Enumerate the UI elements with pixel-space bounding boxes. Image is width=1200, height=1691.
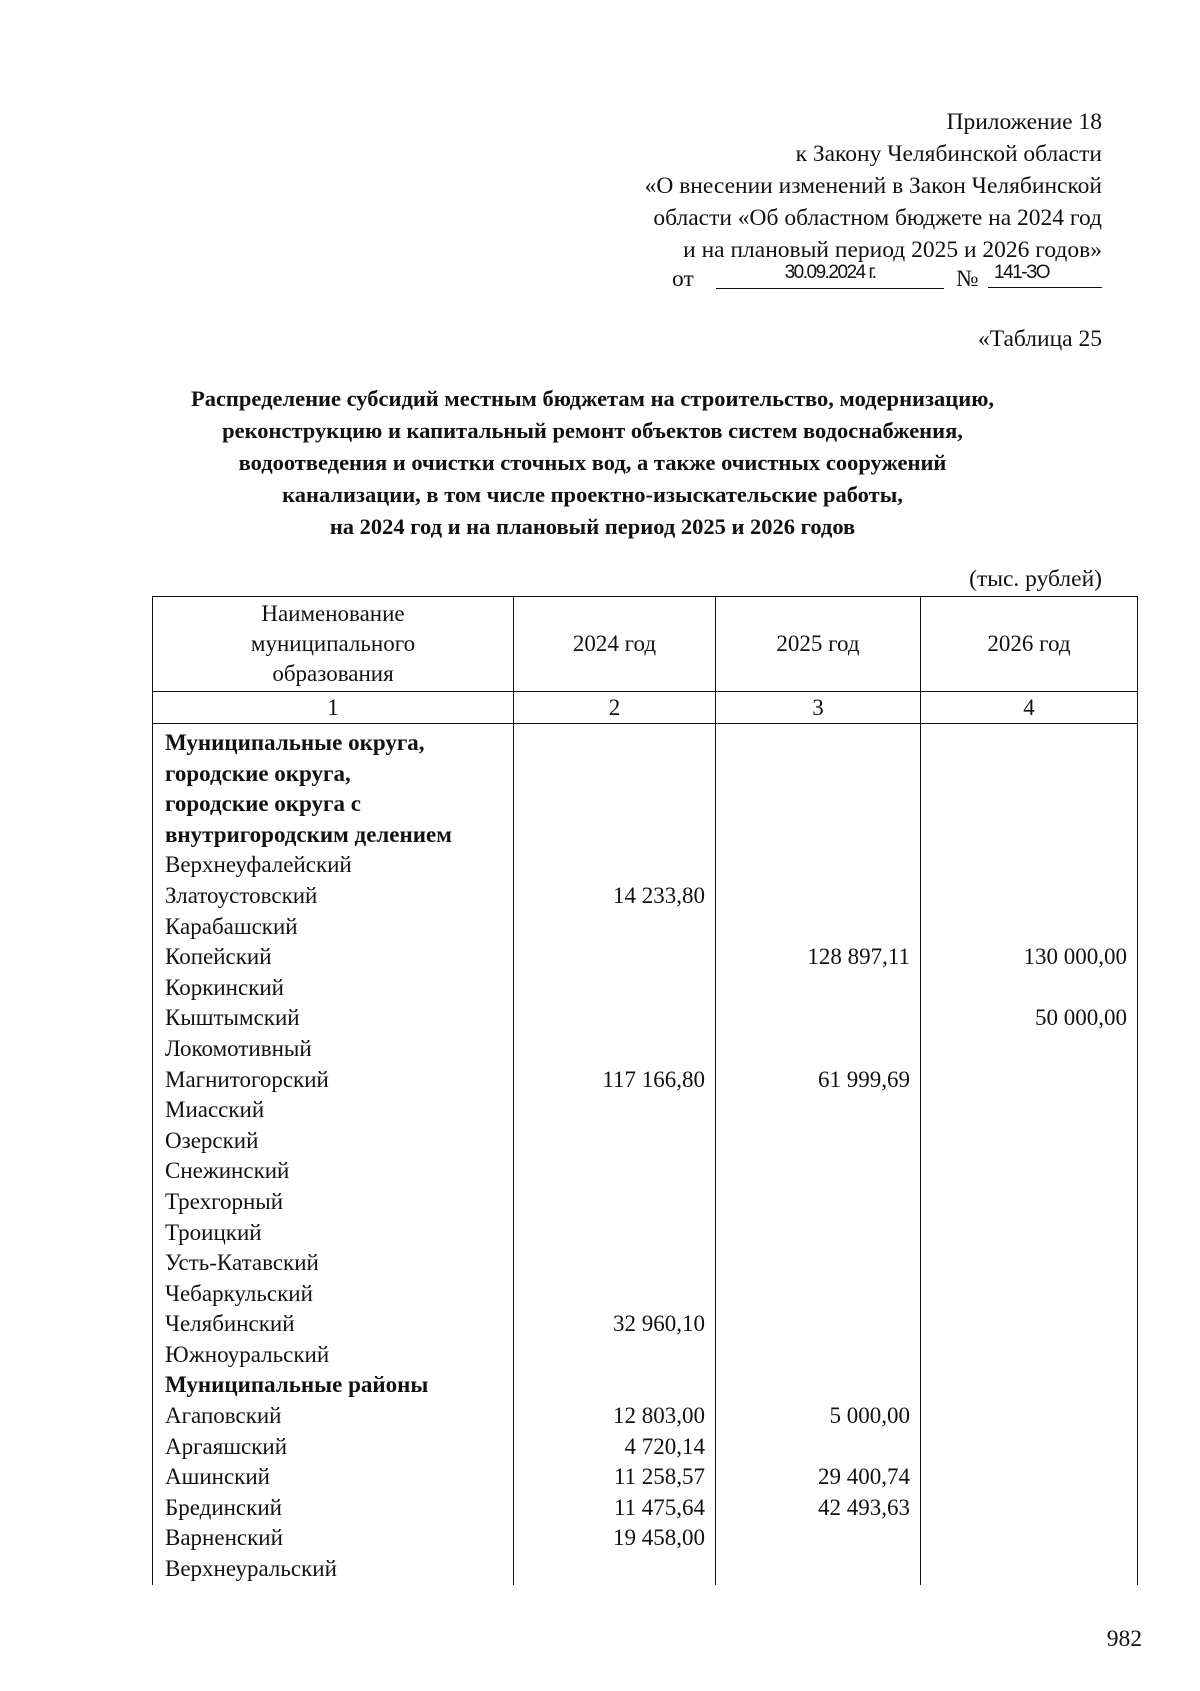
table-row [153,1493,1138,1524]
value-2026 [921,1248,1138,1279]
table-group-row [153,724,1138,759]
law-date-number [672,260,1102,290]
value-2026 [921,1370,1138,1401]
law-number: 141-ЗО [988,260,1102,288]
municipality-name: Варненский [153,1523,514,1554]
municipality-name: Копейский [153,942,514,973]
title-line: Распределение субсидий местным бюджетам на строительство, модернизацию, [190,386,995,411]
value-2024: 12 803,00 [514,1401,716,1432]
value-2026 [921,1095,1138,1126]
value-2026 [921,759,1138,790]
value-2026 [921,1523,1138,1554]
header-name-line: Наименование [261,601,405,626]
municipality-name: Магнитогорский [153,1065,514,1096]
law-date: 30.09.2024 г. [716,260,944,289]
table-row [153,1065,1138,1096]
unit-label: (тыс. рублей) [969,566,1102,592]
header-2025: 2025 год [716,597,921,692]
value-2024 [514,973,716,1004]
value-2025 [716,789,921,820]
value-2024 [514,1095,716,1126]
value-2026 [921,1187,1138,1218]
header-line: Приложение 18 [946,109,1102,135]
table-row [153,1309,1138,1340]
value-2024 [514,942,716,973]
value-2024: 117 166,80 [514,1065,716,1096]
table-group-row [153,789,1138,820]
table-row [153,1401,1138,1432]
municipality-name: Троицкий [153,1218,514,1249]
municipality-name: городские округа, [153,759,514,790]
table-row [153,1218,1138,1249]
value-2024 [514,1554,716,1585]
value-2024 [514,850,716,881]
value-2026 [921,820,1138,851]
municipality-name: Кыштымский [153,1003,514,1034]
value-2025 [716,724,921,759]
value-2025 [716,1156,921,1187]
value-2024 [514,912,716,943]
table-row [153,1462,1138,1493]
value-2025: 128 897,11 [716,942,921,973]
value-2024 [514,1370,716,1401]
table-row [153,850,1138,881]
table-label: «Таблица 25 [977,326,1102,352]
table-row [153,1554,1138,1585]
table-row [153,1432,1138,1463]
value-2024 [514,1003,716,1034]
table-row [153,1248,1138,1279]
value-2026 [921,1309,1138,1340]
value-2025 [716,1248,921,1279]
title-line: реконструкцию и капитальный ремонт объектов систем водоснабжения, [222,418,963,443]
municipality-name: Усть-Катавский [153,1248,514,1279]
municipality-name: Златоустовский [153,881,514,912]
value-2024 [514,1248,716,1279]
value-2026 [921,1065,1138,1096]
header-2024: 2024 год [514,597,716,692]
value-2026 [921,1432,1138,1463]
municipality-name: Карабашский [153,912,514,943]
value-2024: 32 960,10 [514,1309,716,1340]
value-2025 [716,881,921,912]
value-2026 [921,1218,1138,1249]
value-2026 [921,1126,1138,1157]
header-line: к Закону Челябинской области [795,141,1102,167]
table-row [153,1187,1138,1218]
table-row [153,1156,1138,1187]
value-2024 [514,1126,716,1157]
table-group-row [153,820,1138,851]
header-2026: 2026 год [921,597,1138,692]
value-2025 [716,1340,921,1371]
value-2025 [716,1432,921,1463]
value-2026 [921,1554,1138,1585]
municipality-name: Челябинский [153,1309,514,1340]
municipality-name: Коркинский [153,973,514,1004]
value-2025 [716,1126,921,1157]
appendix-header [542,106,1102,266]
column-number: 3 [716,692,921,724]
value-2024: 14 233,80 [514,881,716,912]
table-group-row [153,759,1138,790]
title-line: канализации, в том числе проектно-изыскательские работы, [282,482,903,507]
value-2024 [514,1156,716,1187]
value-2024: 19 458,00 [514,1523,716,1554]
header-name-line: образования [272,661,394,686]
header-line: области «Об областном бюджете на 2024 год [653,205,1102,231]
value-2026 [921,1401,1138,1432]
value-2024 [514,820,716,851]
value-2026 [921,1340,1138,1371]
value-2024: 4 720,14 [514,1432,716,1463]
date-prefix: от [672,266,694,292]
title-line: водоотведения и очистки сточных вод, а также очистных сооружений [238,450,947,475]
value-2026 [921,1462,1138,1493]
number-prefix: № [956,266,979,292]
value-2024 [514,1279,716,1310]
value-2025 [716,1034,921,1065]
municipality-name: Муниципальные округа, [153,724,514,759]
value-2025 [716,1523,921,1554]
value-2026 [921,1034,1138,1065]
value-2024 [514,1218,716,1249]
value-2025: 5 000,00 [716,1401,921,1432]
column-number: 1 [153,692,514,724]
table-row [153,1095,1138,1126]
municipality-name: Локомотивный [153,1034,514,1065]
value-2025 [716,1218,921,1249]
value-2026 [921,724,1138,759]
value-2025 [716,1279,921,1310]
value-2025 [716,1003,921,1034]
municipality-name: городские округа с [153,789,514,820]
value-2025 [716,1370,921,1401]
header-line: и на плановый период 2025 и 2026 годов» [683,237,1102,263]
table-row [153,881,1138,912]
value-2026 [921,1493,1138,1524]
table-row [153,1003,1138,1034]
subsidy-table [152,596,1138,1585]
value-2025 [716,912,921,943]
municipality-name: Озерский [153,1126,514,1157]
value-2025 [716,1187,921,1218]
value-2024 [514,1340,716,1371]
value-2024 [514,1187,716,1218]
municipality-name: Верхнеуфалейский [153,850,514,881]
value-2026 [921,1279,1138,1310]
value-2024 [514,759,716,790]
value-2024 [514,789,716,820]
municipality-name: Снежинский [153,1156,514,1187]
table-group-row [153,1370,1138,1401]
value-2026 [921,1156,1138,1187]
value-2026 [921,973,1138,1004]
municipality-name: Чебаркульский [153,1279,514,1310]
column-number: 2 [514,692,716,724]
title-line: на 2024 год и на плановый период 2025 и 2026 годов [329,514,856,539]
table-row [153,1340,1138,1371]
value-2024: 11 475,64 [514,1493,716,1524]
value-2025: 29 400,74 [716,1462,921,1493]
value-2025 [716,1554,921,1585]
table-row [153,973,1138,1004]
table-row [153,942,1138,973]
municipality-name: Брединский [153,1493,514,1524]
column-number-row [153,692,1138,724]
column-number: 4 [921,692,1138,724]
table-header-row [153,597,1138,692]
municipality-name: Агаповский [153,1401,514,1432]
value-2026: 130 000,00 [921,942,1138,973]
document-title [120,383,1065,543]
value-2026 [921,789,1138,820]
table-row [153,1279,1138,1310]
value-2026 [921,850,1138,881]
value-2025 [716,973,921,1004]
value-2025: 61 999,69 [716,1065,921,1096]
value-2025: 42 493,63 [716,1493,921,1524]
value-2026: 50 000,00 [921,1003,1138,1034]
table-row [153,1523,1138,1554]
value-2025 [716,850,921,881]
municipality-name: Ашинский [153,1462,514,1493]
value-2025 [716,1309,921,1340]
municipality-name: Муниципальные районы [153,1370,514,1401]
table-row [153,912,1138,943]
header-line: «О внесении изменений в Закон Челябинской [644,173,1102,199]
value-2024 [514,1034,716,1065]
page-number: 982 [1106,1626,1142,1652]
table-row [153,1034,1138,1065]
value-2026 [921,881,1138,912]
value-2025 [716,1095,921,1126]
value-2025 [716,759,921,790]
municipality-name: Южноуральский [153,1340,514,1371]
header-name-cell [153,597,514,692]
municipality-name: Трехгорный [153,1187,514,1218]
header-name-line: муниципального [250,631,416,656]
value-2024 [514,724,716,759]
municipality-name: внутригородским делением [153,820,514,851]
municipality-name: Верхнеуральский [153,1554,514,1585]
municipality-name: Миасский [153,1095,514,1126]
table-row [153,1126,1138,1157]
value-2024: 11 258,57 [514,1462,716,1493]
municipality-name: Аргаяшский [153,1432,514,1463]
value-2026 [921,912,1138,943]
value-2025 [716,820,921,851]
